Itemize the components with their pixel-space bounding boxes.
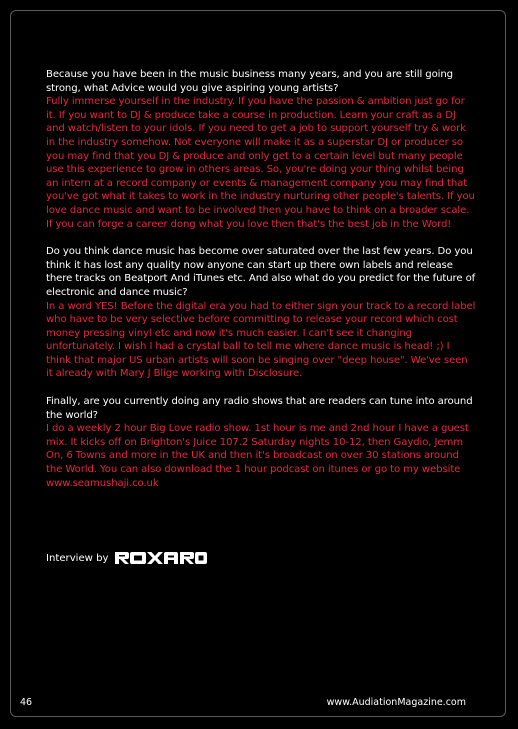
interview-question: Finally, are you currently doing any radio shows that are readers can tune into around the world? bbox=[46, 396, 473, 421]
interview-answer: Fully immerse yourself in the industry. If you have the passion & ambition just go for it. If you want to DJ & produce take a course in production. Learn your craft as a DJ and watch/listen to your idols. If you need to get a job to support yourself try & work in the industry somehow. Not everyone will make it as a superstar DJ or producer so you may find that you DJ & produce and only get to a certain level but many people use this experience to grow in others areas. So, you're doing your thing whilst being an intern at a record company or events & management company you may find that you've got what it takes to work in the industry nurturing other people's talents. If you love dance music and want to be involved then you have to think on a broader scale. If you can forge a career dong what you love then that's the best job in the Word! bbox=[46, 96, 475, 230]
interview-credit bbox=[46, 551, 207, 565]
roxaro-logo bbox=[115, 551, 207, 565]
interview-answer: I do a weekly 2 hour Big Love radio show. 1st hour is me and 2nd hour I have a guest mix. It kicks off on Brighton's Juice 107.2 Saturday nights 10-12, then Gaydio, Jemm On, 6 Towns and more in the UK and then it's broadcast on over 30 stations around the World. You can also download the 1 hour podcast on itunes or go to my website www.seamushaji.co.uk bbox=[46, 423, 469, 489]
qa-block-3 bbox=[46, 395, 476, 490]
roxaro-logo-graphic bbox=[115, 551, 207, 565]
interview-body bbox=[46, 68, 476, 504]
interview-question: Do you think dance music has become over saturated over the last few years. Do you think it has lost any quality now anyone can start up there own labels and release there tracks on Beatport And iTunes etc. And also what do you predict for the future of electronic and dance music? bbox=[46, 246, 476, 298]
credit-label: Interview by bbox=[46, 552, 109, 564]
page-number: 46 bbox=[20, 697, 33, 708]
footer-website-link[interactable]: www.AudiationMagazine.com bbox=[326, 697, 466, 708]
qa-block-1 bbox=[46, 68, 476, 231]
interview-answer: In a word YES! Before the digital era you had to either sign your track to a record label who have to be very selective before committing to release your record which cost money pressing vinyl etc and now it's much easier. I can't see it changing unfortunately. I wish I had a crystal ball to tell me where dance music is head! ;) I think that major US urban artists will soon be singing over "deep house". We've seen it already with Mary J Blige working with Disclosure. bbox=[46, 300, 476, 380]
qa-block-2 bbox=[46, 245, 476, 381]
interview-question: Because you have been in the music business many years, and you are still going strong, what Advice would you give aspiring young artists? bbox=[46, 69, 453, 94]
